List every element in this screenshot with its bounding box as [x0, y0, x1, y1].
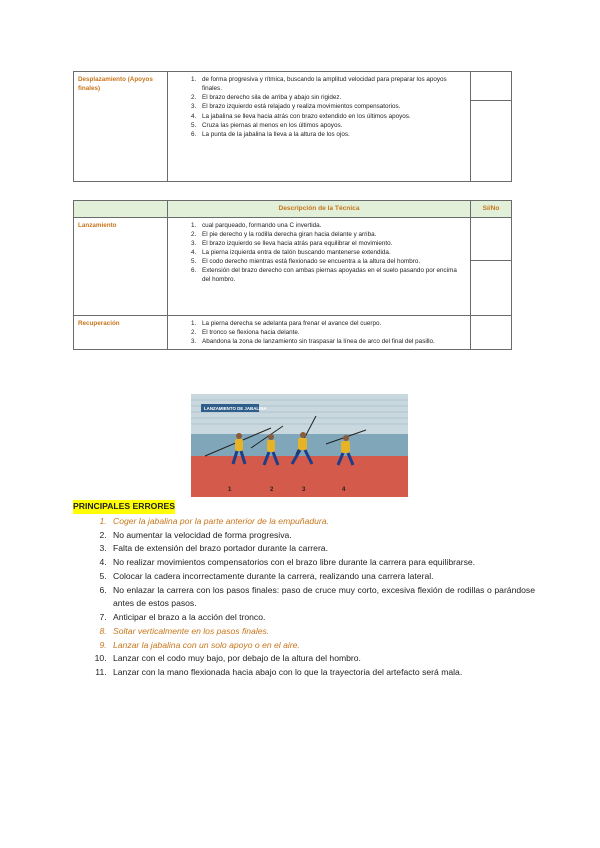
error-item: 2. No aumentar la velocidad de forma progresiva. [109, 529, 535, 543]
check-cell[interactable] [471, 72, 512, 182]
steps-cell [168, 315, 471, 349]
error-item: 7. Anticipar el brazo a la acción del tronco. [109, 611, 535, 625]
check-subcell[interactable] [471, 218, 511, 261]
error-item: 5. Colocar la cadera incorrectamente durante la carrera, realizando una carrera lateral. [109, 570, 535, 584]
category-cell: Desplazamiento (Apoyos finales) [74, 72, 168, 182]
steps-list [172, 319, 466, 346]
check-subcell[interactable] [471, 101, 511, 181]
step-item: 2. El pie derecho y la rodilla derecha giran hacia delante y arriba. [198, 230, 466, 239]
header-description: Descripción de la Técnica [168, 201, 471, 218]
category-cell: Recuperación [74, 315, 168, 349]
step-item: 1. La pierna derecha se adelanta para frenar el avance del cuerpo. [198, 319, 466, 328]
steps-list [172, 221, 466, 285]
step-item: 1. cual parqueado, formando una C invertida. [198, 221, 466, 230]
error-item: 6. No enlazar la carrera con los pasos finales: paso de cruce muy corto, excesiva flexión de rodillas o parándose antes de estos pasos. [109, 584, 535, 612]
phase-label: 4 [342, 487, 346, 493]
steps-list [172, 75, 466, 139]
steps-cell [168, 72, 471, 182]
error-item: 9. Lanzar la jabalina con un solo apoyo o en el aire. [109, 639, 535, 653]
error-item: 11. Lanzar con la mano flexionada hacia abajo con lo que la trayectoria del artefacto será mala. [109, 666, 535, 680]
track-area [191, 456, 408, 497]
errors-title: PRINCIPALES ERRORES [73, 500, 175, 514]
errors-section [73, 500, 535, 680]
step-item: 2. El tronco se flexiona hacia delante. [198, 328, 466, 337]
phase-label: 1 [228, 487, 232, 493]
step-item: 6. La punta de la jabalina la lleva a la altura de los ojos. [198, 130, 466, 139]
step-item: 4. La jabalina se lleva hacia atrás con brazo extendido en los últimos apoyos. [198, 112, 466, 121]
check-cell[interactable] [471, 217, 512, 315]
check-subcell[interactable] [471, 261, 511, 315]
step-item: 4. La pierna izquierda entra de talón buscando mantenerse extendida. [198, 248, 466, 257]
step-item: 3. Abandona la zona de lanzamiento sin traspasar la línea de arco del final del pasillo. [198, 337, 466, 346]
banner-text: LANZAMIENTO DE JABALINA [204, 406, 267, 411]
step-item: 6. Extensión del brazo derecho con ambas piernas apoyadas en el suelo pasando por encima del hombro. [198, 266, 466, 284]
error-item: 8. Soltar verticalmente en los pasos finales. [109, 625, 535, 639]
error-item: 1. Coger la jabalina por la parte anterior de la empuñadura. [109, 515, 535, 529]
javelin-illustration [191, 394, 408, 497]
header-check: Sí/No [471, 201, 512, 218]
step-item: 5. Cruza las piernas al menos en los últimos apoyos. [198, 121, 466, 130]
step-item: 1. de forma progresiva y rítmica, buscando la amplitud velocidad para preparar los apoyos finales. [198, 75, 466, 93]
step-item: 3. El brazo izquierdo se lleva hacia atrás para equilibrar el movimiento. [198, 239, 466, 248]
header-empty [74, 201, 168, 218]
technique-table-throw [73, 200, 512, 350]
phase-label: 3 [302, 487, 306, 493]
error-item: 10. Lanzar con el codo muy bajo, por debajo de la altura del hombro. [109, 652, 535, 666]
steps-cell [168, 217, 471, 315]
error-item: 4. No realizar movimientos compensatorios con el brazo libre durante la carrera para equilibrarse. [109, 556, 535, 570]
error-item: 3. Falta de extensión del brazo portador durante la carrera. [109, 542, 535, 556]
javelin-phases-figure [191, 394, 408, 497]
check-cell[interactable] [471, 315, 512, 349]
step-item: 3. El brazo izquierdo está relajado y realiza movimientos compensatorios. [198, 102, 466, 111]
check-subcell[interactable] [471, 72, 511, 101]
errors-list [73, 515, 535, 680]
category-cell: Lanzamiento [74, 217, 168, 315]
step-item: 5. El codo derecho mientras está flexionado se encuentra a la altura del hombro. [198, 257, 466, 266]
technique-table-approach [73, 71, 512, 182]
step-item: 2. El brazo derecho sila de arriba y abajo sin rigidez. [198, 93, 466, 102]
phase-label: 2 [270, 487, 274, 493]
